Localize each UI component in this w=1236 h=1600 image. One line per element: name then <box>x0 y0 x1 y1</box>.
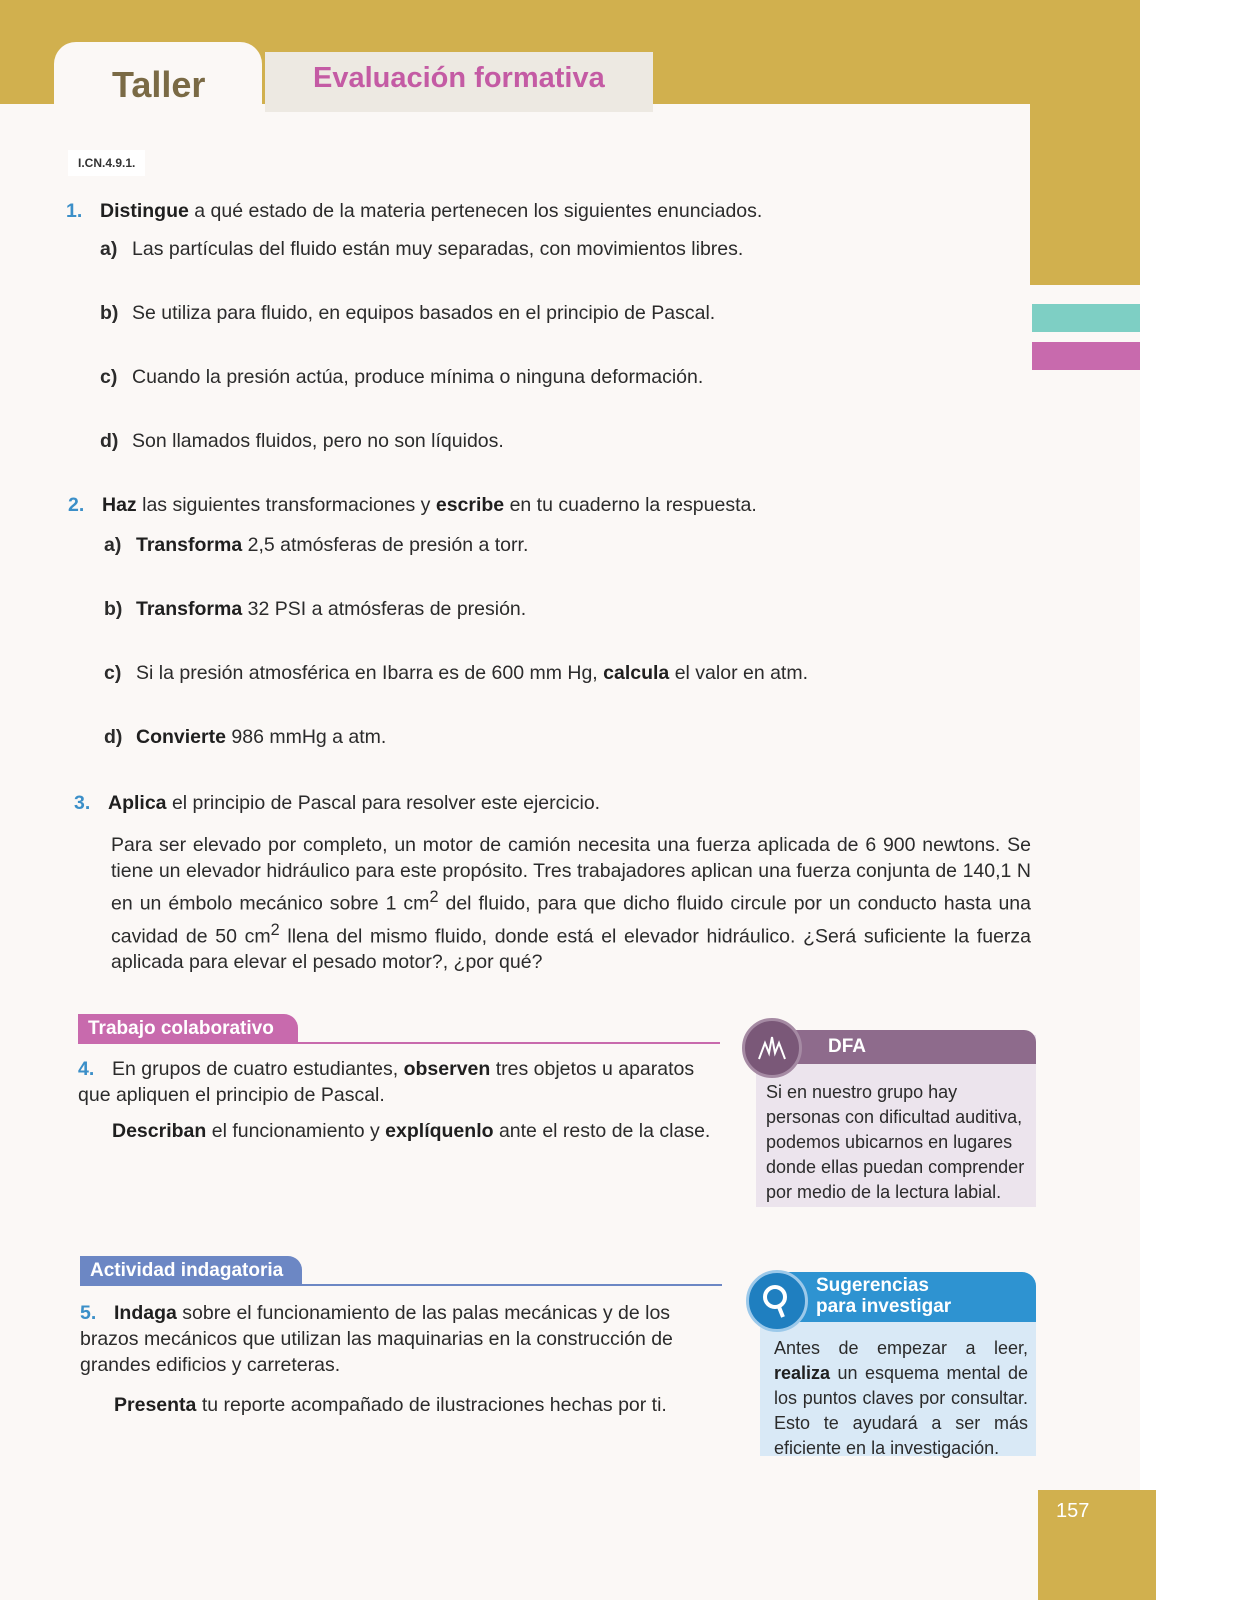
question-text: a qué estado de la materia pertenecen los siguientes enunciados. <box>194 200 763 222</box>
q2-item-c: c) Si la presión atmosférica en Ibarra es de 600 mm Hg, calcula el valor en atm. <box>104 662 809 684</box>
inquiry-rule <box>292 1284 722 1286</box>
suggestions-header <box>770 1272 1036 1322</box>
question-3: 3. Aplica el principio de Pascal para resolver este ejercicio. <box>74 792 601 814</box>
question-5-task: Presenta tu reporte acompañado de ilustraciones hechas por ti. <box>114 1394 667 1416</box>
skill-code: I.CN.4.9.1. <box>68 150 145 176</box>
suggestions-text: Antes de empezar a leer, realiza un esquema mental de los puntos claves por consultar. Esto te ayudará a ser más eficiente en la investigación. <box>774 1338 1028 1458</box>
dfa-text: Si en nuestro grupo hay personas con dificultad auditiva, podemos ubicarnos en lugares donde ellas puedan comprender por medio de la lectura labial. <box>766 1082 1025 1202</box>
page-title: Evaluación formativa <box>313 62 605 94</box>
question-1 <box>66 198 762 224</box>
magnifier-icon <box>746 1270 808 1332</box>
suggestions-heading-2: para investigar <box>816 1296 952 1317</box>
hands-icon <box>742 1018 802 1078</box>
page-number: 157 <box>1056 1500 1090 1522</box>
page-edge <box>1140 0 1236 1600</box>
inquiry-heading: Actividad indagatoria <box>80 1256 302 1286</box>
pink-strip <box>1032 342 1140 370</box>
page-number-tab <box>1038 1490 1156 1600</box>
dfa-heading: DFA <box>828 1036 866 1057</box>
question-4: 4. En grupos de cuatro estudiantes, observen tres objetos u aparatos que apliquen el principio de Pascal. <box>78 1058 695 1106</box>
q1-item-d: d) Son llamados fluidos, pero no son líquidos. <box>100 430 504 452</box>
q2-item-d: d) Convierte 986 mmHg a atm. <box>104 726 387 748</box>
question-5: 5. Indaga sobre el funcionamiento de las palas mecánicas y de los brazos mecánicos que utilizan las maquinarias en la construcción de grandes edificios y carreteras. <box>80 1302 673 1376</box>
q3-problem-text: Para ser elevado por completo, un motor de camión necesita una fuerza aplicada de 6 900 newtons. Se tiene un elevador hidráulico para este propósito. Tres trabajadores aplican una fuerza conjunta de 140,1 N en un émbolo mecánico sobre 1 $cm^2$ del fluido, para que dicho fluido circule por un conducto hasta una cavidad de 50 $cm^2$ llena del mismo fluido, donde está el elevador hidráulico. ¿Será suficiente la fuerza aplicada para elevar el pesado motor?, ¿por qué? <box>111 834 1032 973</box>
collab-rule <box>288 1042 720 1044</box>
q1-item-c: c) Cuando la presión actúa, produce mínima o ninguna deformación. <box>100 366 704 388</box>
action-verb: Distingue <box>100 200 189 222</box>
question-number: 1. <box>66 200 83 222</box>
question-2: 2. Haz las siguientes transformaciones y escribe en tu cuaderno la respuesta. <box>68 494 757 516</box>
q1-item-a: a) Las partículas del fluido están muy separadas, con movimientos libres. <box>100 238 744 260</box>
side-band <box>1030 0 1140 285</box>
question-4-task: Describan el funcionamiento y explíquenlo ante el resto de la clase. <box>112 1120 711 1142</box>
q1-item-b: b) Se utiliza para fluido, en equipos basados en el principio de Pascal. <box>100 302 716 324</box>
q2-item-a: a) Transforma 2,5 atmósferas de presión a torr. <box>104 534 529 556</box>
dfa-header <box>780 1030 1036 1064</box>
q2-item-b: b) Transforma 32 PSI a atmósferas de presión. <box>104 598 527 620</box>
collab-heading: Trabajo colaborativo <box>78 1014 298 1044</box>
suggestions-heading-1: Sugerencias <box>816 1275 929 1296</box>
section-tab-label: Taller <box>112 64 206 105</box>
teal-strip <box>1032 304 1140 332</box>
title-tab <box>265 52 653 112</box>
section-tab <box>54 42 262 132</box>
